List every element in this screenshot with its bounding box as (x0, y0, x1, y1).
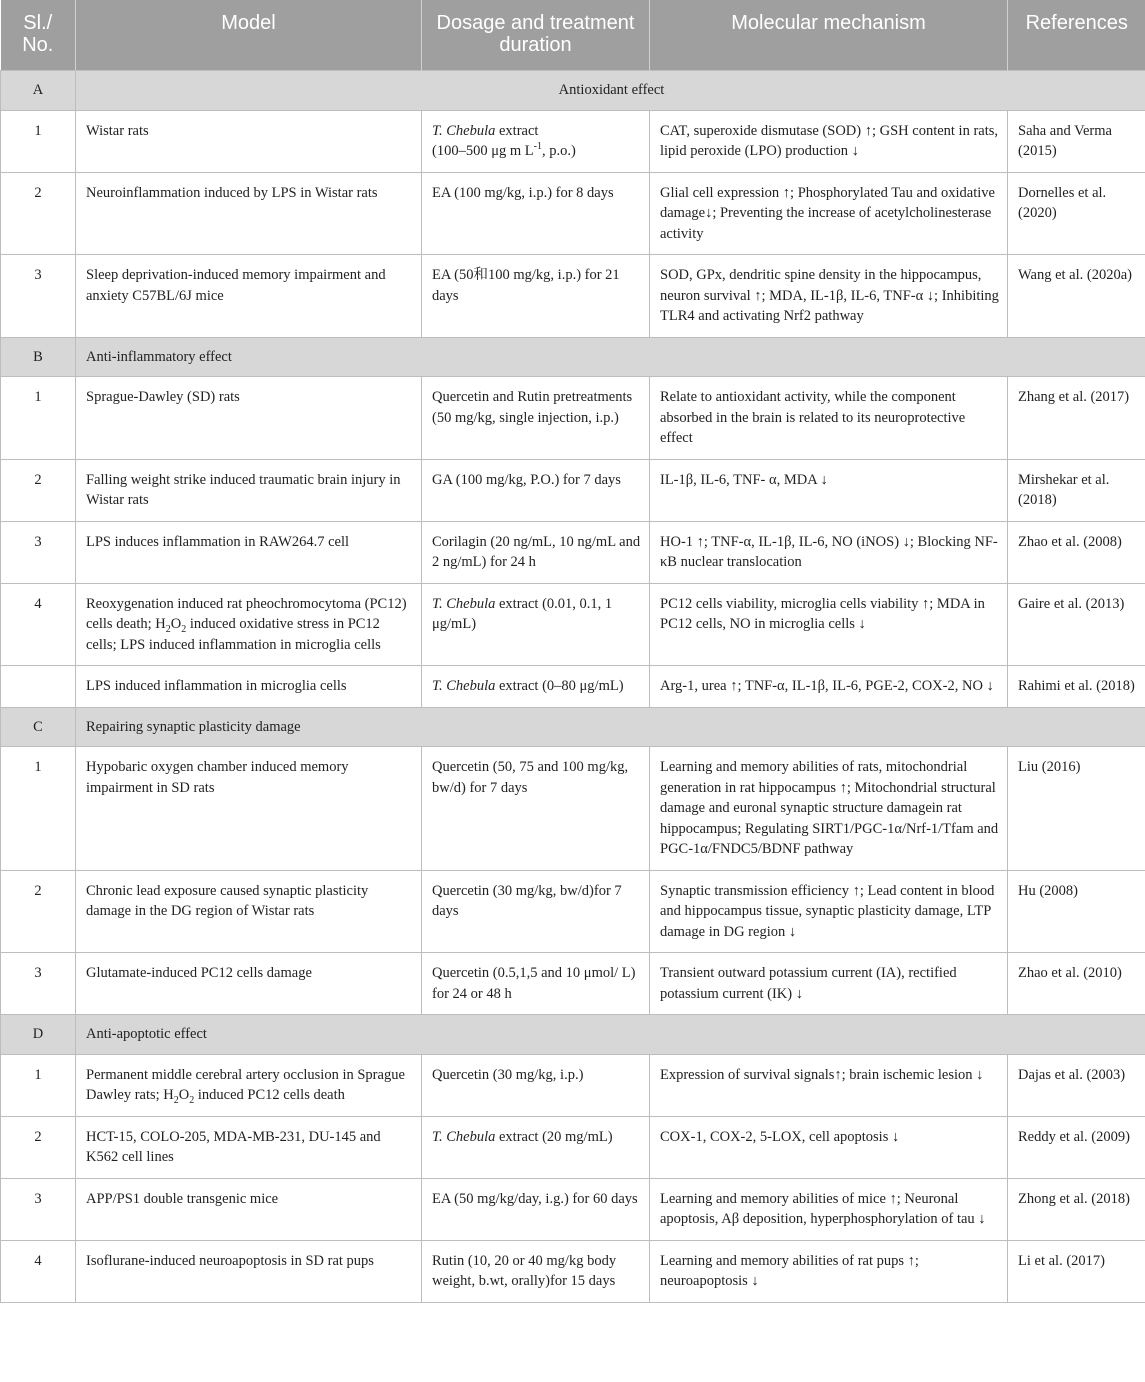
row-model: Hypobaric oxygen chamber induced memory impairment in SD rats (76, 747, 422, 871)
row-model (76, 583, 422, 666)
model-text: Reoxygenation induced rat pheochromocytoma (PC12) cells death; H (86, 595, 407, 632)
header-sl-no: Sl./ No. (1, 0, 76, 71)
row-dosage: Quercetin (50, 75 and 100 mg/kg, bw/d) for 7 days (422, 747, 650, 871)
row-number: 1 (1, 110, 76, 172)
section-row-anti-inflammatory (1, 337, 1145, 377)
row-dosage: Quercetin (30 mg/kg, bw/d)for 7 days (422, 870, 650, 953)
row-number: 1 (1, 747, 76, 871)
row-dosage: Corilagin (20 ng/mL, 10 ng/mL and 2 ng/mL) for 24 h (422, 521, 650, 583)
row-number: 2 (1, 870, 76, 953)
row-reference: Gaire et al. (2013) (1008, 583, 1145, 666)
row-mechanism: Synaptic transmission efficiency ↑; Lead content in blood and hippocampus tissue, synaptic plasticity damage, LTP damage in DG region ↓ (650, 870, 1008, 953)
row-mechanism: COX-1, COX-2, 5-LOX, cell apoptosis ↓ (650, 1116, 1008, 1178)
row-number: 1 (1, 377, 76, 460)
row-number: 1 (1, 1054, 76, 1116)
model-text: induced oxidative stress in PC12 cells; LPS induced inflammation in microglia cells (86, 616, 381, 653)
section-row-synaptic (1, 707, 1145, 747)
row-mechanism: Glial cell expression ↑; Phosphorylated Tau and oxidative damage↓; Preventing the increase of acetylcholinesterase activity (650, 172, 1008, 255)
row-reference: Reddy et al. (2009) (1008, 1116, 1145, 1178)
row-model: Isoflurane-induced neuroapoptosis in SD rat pups (76, 1240, 422, 1302)
dosage-text: extract (0.01, 0.1, 1 μg/mL) (432, 595, 613, 632)
model-text: Permanent middle cerebral artery occlusion in Sprague Dawley rats; H (86, 1066, 405, 1103)
table-row (1, 870, 1145, 953)
row-reference: Zhao et al. (2008) (1008, 521, 1145, 583)
row-dosage: Quercetin and Rutin pretreatments (50 mg/kg, single injection, i.p.) (422, 377, 650, 460)
row-model: Chronic lead exposure caused synaptic plasticity damage in the DG region of Wistar rats (76, 870, 422, 953)
dosage-text: extract (20 mg/mL) (495, 1128, 613, 1145)
species-name: T. Chebula (432, 678, 496, 694)
section-title: Antioxidant effect (76, 71, 1145, 111)
row-number: 4 (1, 583, 76, 666)
row-reference: Hu (2008) (1008, 870, 1145, 953)
row-mechanism: Transient outward potassium current (IA), rectified potassium current (IK) ↓ (650, 953, 1008, 1015)
table-row (1, 255, 1145, 338)
row-model: Sleep deprivation-induced memory impairment and anxiety C57BL/6J mice (76, 255, 422, 338)
species-name: T. Chebula (432, 1128, 496, 1145)
row-dosage: Quercetin (0.5,1,5 and 10 μmol/ L) for 24 or 48 h (422, 953, 650, 1015)
model-subscript: 2 (165, 623, 171, 635)
table-row (1, 521, 1145, 583)
row-mechanism: SOD, GPx, dendritic spine density in the hippocampus, neuron survival ↑; MDA, IL-1β, IL-6, TNF-α ↓; Inhibiting TLR4 and activating Nrf2 pathway (650, 255, 1008, 338)
table-row (1, 666, 1145, 708)
row-number: 3 (1, 953, 76, 1015)
row-number: 2 (1, 1116, 76, 1178)
row-dosage: GA (100 mg/kg, P.O.) for 7 days (422, 459, 650, 521)
row-reference: Rahimi et al. (2018) (1008, 666, 1145, 708)
header-dosage: Dosage and treatment duration (422, 0, 650, 71)
section-letter: B (1, 337, 76, 377)
row-mechanism: Learning and memory abilities of mice ↑; Neuronal apoptosis, Aβ deposition, hyperphosphorylation of tau ↓ (650, 1178, 1008, 1240)
row-number: 2 (1, 172, 76, 255)
header-mechanism: Molecular mechanism (650, 0, 1008, 71)
dosage-text: extract (495, 122, 539, 139)
row-mechanism: HO-1 ↑; TNF-α, IL-1β, IL-6, NO (iNOS) ↓; Blocking NF-κB nuclear translocation (650, 521, 1008, 583)
row-model: Neuroinflammation induced by LPS in Wistar rats (76, 172, 422, 255)
dosage-superscript: -1 (533, 141, 542, 153)
row-dosage: EA (50 mg/kg/day, i.g.) for 60 days (422, 1178, 650, 1240)
row-mechanism: Relate to antioxidant activity, while the component absorbed in the brain is related to its neuroprotective effect (650, 377, 1008, 460)
row-model: APP/PS1 double transgenic mice (76, 1178, 422, 1240)
row-model: Glutamate-induced PC12 cells damage (76, 953, 422, 1015)
row-model (76, 1054, 422, 1116)
row-number: 3 (1, 255, 76, 338)
model-subscript: 2 (173, 1094, 179, 1106)
row-dosage: EA (100 mg/kg, i.p.) for 8 days (422, 172, 650, 255)
row-mechanism: Expression of survival signals↑; brain ischemic lesion ↓ (650, 1054, 1008, 1116)
row-mechanism: Learning and memory abilities of rats, mitochondrial generation in rat hippocampus ↑; Mitochondrial structural damage and euronal synaptic structure damagein rat hippocampus; Regulating SIRT1/PGC-1α/Nrf-1/Tfam and PGC-1α/FNDC5/BDNF pathway (650, 747, 1008, 871)
table-row (1, 583, 1145, 666)
row-number: 3 (1, 521, 76, 583)
row-model: Wistar rats (76, 110, 422, 172)
model-text: induced PC12 cells death (194, 1087, 345, 1103)
row-model: LPS induces inflammation in RAW264.7 cell (76, 521, 422, 583)
row-mechanism: Learning and memory abilities of rat pups ↑; neuroapoptosis ↓ (650, 1240, 1008, 1302)
table-row (1, 1116, 1145, 1178)
section-title: Repairing synaptic plasticity damage (76, 707, 1145, 747)
row-mechanism: IL-1β, IL-6, TNF- α, MDA ↓ (650, 459, 1008, 521)
species-name: T. Chebula (432, 595, 496, 612)
table-row (1, 459, 1145, 521)
row-reference: Liu (2016) (1008, 747, 1145, 871)
row-dosage: Quercetin (30 mg/kg, i.p.) (422, 1054, 650, 1116)
section-letter: C (1, 707, 76, 747)
model-text: O (170, 616, 182, 632)
section-title: Anti-apoptotic effect (76, 1015, 1145, 1055)
row-model: Sprague-Dawley (SD) rats (76, 377, 422, 460)
row-reference: Saha and Verma (2015) (1008, 110, 1145, 172)
table-row (1, 747, 1145, 871)
row-dosage: EA (50和100 mg/kg, i.p.) for 21 days (422, 255, 650, 338)
table-header-row (1, 0, 1145, 71)
dosage-text: (100–500 μg m L (432, 143, 534, 159)
dosage-text: extract (0–80 μg/mL) (495, 678, 624, 694)
row-mechanism: CAT, superoxide dismutase (SOD) ↑; GSH content in rats, lipid peroxide (LPO) production ↓ (650, 110, 1008, 172)
row-reference: Dornelles et al. (2020) (1008, 172, 1145, 255)
row-reference: Dajas et al. (2003) (1008, 1054, 1145, 1116)
header-references: References (1008, 0, 1145, 71)
row-number: 3 (1, 1178, 76, 1240)
table-row (1, 172, 1145, 255)
table-row (1, 1240, 1145, 1302)
table-row (1, 1178, 1145, 1240)
row-dosage (422, 110, 650, 172)
row-model: Falling weight strike induced traumatic brain injury in Wistar rats (76, 459, 422, 521)
model-text: O (178, 1087, 190, 1103)
model-subscript: 2 (189, 1094, 195, 1106)
row-number (1, 666, 76, 708)
row-reference: Wang et al. (2020a) (1008, 255, 1145, 338)
table-row (1, 1054, 1145, 1116)
row-reference: Li et al. (2017) (1008, 1240, 1145, 1302)
row-dosage (422, 1116, 650, 1178)
row-model: LPS induced inflammation in microglia cells (76, 666, 422, 708)
section-row-antioxidant (1, 71, 1145, 111)
row-reference: Mirshekar et al. (2018) (1008, 459, 1145, 521)
section-letter: D (1, 1015, 76, 1055)
header-model: Model (76, 0, 422, 71)
row-number: 2 (1, 459, 76, 521)
dosage-text: , p.o.) (541, 143, 576, 159)
row-reference: Zhong et al. (2018) (1008, 1178, 1145, 1240)
row-mechanism: PC12 cells viability, microglia cells viability ↑; MDA in PC12 cells, NO in microglia cells ↓ (650, 583, 1008, 666)
row-mechanism: Arg-1, urea ↑; TNF-α, IL-1β, IL-6, PGE-2, COX-2, NO ↓ (650, 666, 1008, 708)
table-row (1, 377, 1145, 460)
row-reference: Zhao et al. (2010) (1008, 953, 1145, 1015)
section-title: Anti-inflammatory effect (76, 337, 1145, 377)
section-row-anti-apoptotic (1, 1015, 1145, 1055)
row-dosage (422, 583, 650, 666)
table-row (1, 110, 1145, 172)
row-reference: Zhang et al. (2017) (1008, 377, 1145, 460)
section-letter: A (1, 71, 76, 111)
row-model: HCT-15, COLO-205, MDA-MB-231, DU-145 and K562 cell lines (76, 1116, 422, 1178)
row-dosage: Rutin (10, 20 or 40 mg/kg body weight, b.wt, orally)for 15 days (422, 1240, 650, 1302)
table-row (1, 953, 1145, 1015)
model-subscript: 2 (181, 623, 187, 635)
row-number: 4 (1, 1240, 76, 1302)
species-name: T. Chebula (432, 122, 496, 139)
row-dosage (422, 666, 650, 708)
